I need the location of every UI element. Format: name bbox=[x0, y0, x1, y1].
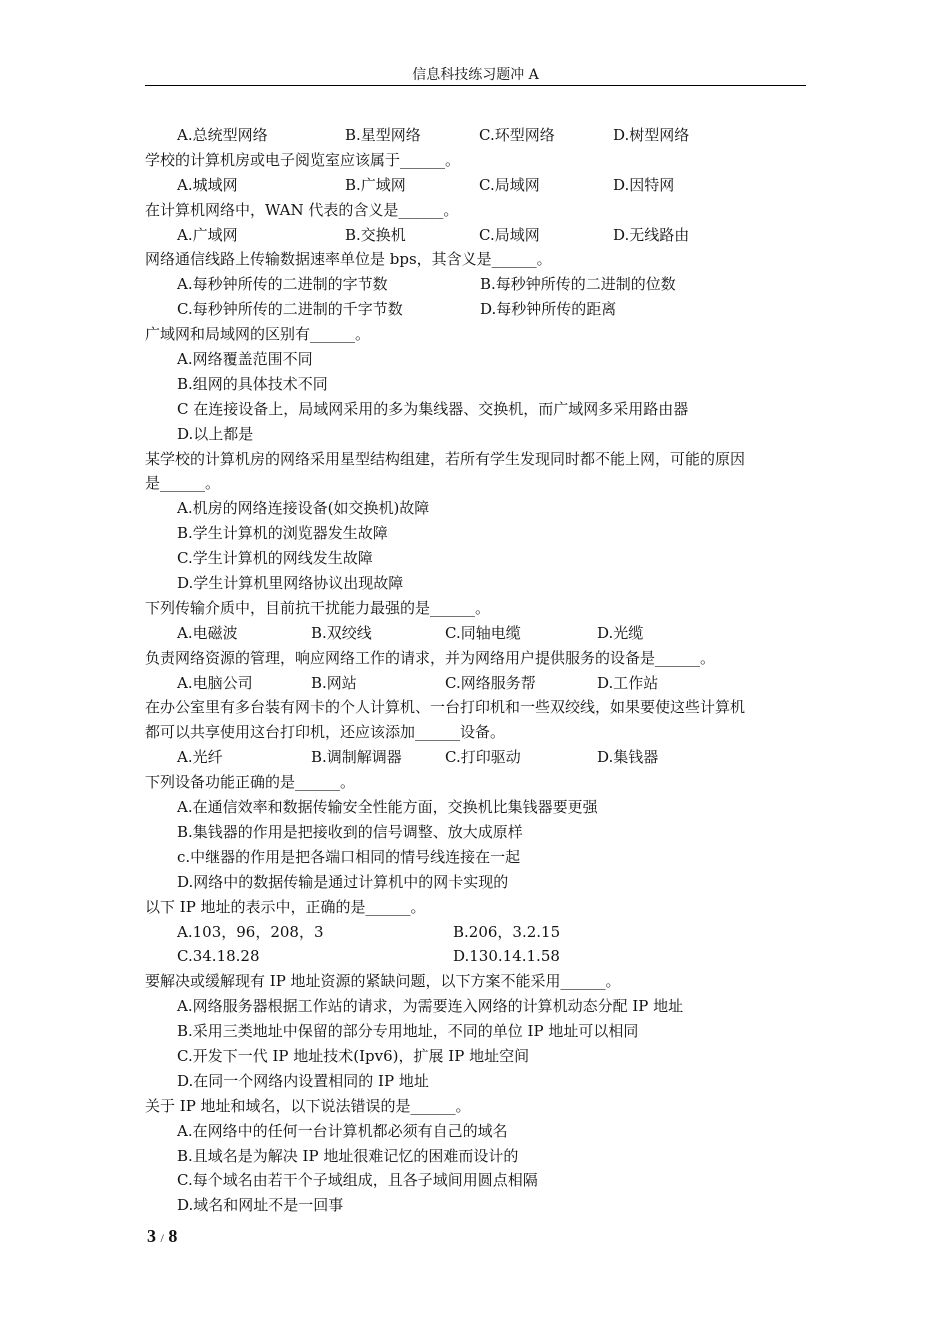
answer-option: A.在网络中的任何一台计算机都必须有自己的域名 bbox=[177, 1121, 508, 1140]
answer-option: C.打印驱动 bbox=[445, 748, 521, 767]
answer-option: B.网站 bbox=[311, 673, 357, 692]
answer-option: C.每秒钟所传的二进制的千字节数 bbox=[177, 300, 403, 319]
answer-option: C.学生计算机的网线发生故障 bbox=[177, 549, 373, 568]
question-list bbox=[145, 123, 825, 1218]
answer-option: A.城域网 bbox=[177, 175, 238, 194]
answer-option: A.广域网 bbox=[177, 225, 238, 244]
answer-option: D.以上都是 bbox=[177, 424, 254, 443]
answer-option: C.环型网络 bbox=[479, 126, 555, 144]
answer-option: A.每秒钟所传的二进制的字节数 bbox=[177, 275, 388, 294]
option-row bbox=[145, 745, 825, 770]
total-pages: 8 bbox=[168, 1226, 178, 1246]
answer-option: A.103，96，208，3 bbox=[177, 922, 324, 941]
answer-option: C.网络服务帮 bbox=[445, 673, 536, 692]
answer-option: B.双绞线 bbox=[311, 623, 372, 642]
answer-option: C.每个域名由若干个子域组成，且各子域间用圆点相隔 bbox=[177, 1171, 538, 1190]
answer-option: B.组网的具体技术不同 bbox=[177, 374, 328, 393]
question-text: 广域网和局域网的区别有______。 bbox=[145, 325, 371, 344]
answer-option: A.电脑公司 bbox=[177, 673, 253, 692]
answer-option: D.因特网 bbox=[613, 175, 675, 194]
answer-option: A.在通信效率和数据传输安全性能方面，交换机比集钱器要更强 bbox=[177, 798, 598, 817]
answer-option: A.电磁波 bbox=[177, 623, 238, 642]
question-text: 都可以共享使用这台打印机，还应该添加______设备。 bbox=[145, 723, 506, 742]
answer-option: C 在连接设备上，局域网采用的多为集线器、交换机，而广域网多采用路由器 bbox=[177, 399, 689, 418]
page-number bbox=[147, 1226, 177, 1247]
question-text: 要解决或缓解现有 IP 地址资源的紧缺问题，以下方案不能采用______。 bbox=[145, 972, 621, 991]
question-text: 下列设备功能正确的是______。 bbox=[145, 773, 356, 792]
option-row bbox=[145, 223, 825, 248]
question-text: 负责网络资源的管理，响应网络工作的请求，并为网络用户提供服务的设备是______。 bbox=[145, 648, 716, 667]
question-text: 网络通信线路上传输数据速率单位是 bps，其含义是______。 bbox=[145, 250, 552, 269]
answer-option: C.局域网 bbox=[479, 175, 540, 194]
answer-option: B.每秒钟所传的二进制的位数 bbox=[480, 275, 676, 294]
answer-option: C.同轴电缆 bbox=[445, 623, 521, 642]
answer-option: D.无线路由 bbox=[613, 225, 690, 244]
answer-option: D.光缆 bbox=[597, 623, 644, 642]
header-divider bbox=[145, 85, 806, 86]
option-row bbox=[145, 944, 825, 969]
question-text: 某学校的计算机房的网络采用星型结构组建，若所有学生发现同时都不能上网，可能的原因 bbox=[145, 449, 746, 468]
answer-option: B.206，3.2.15 bbox=[453, 922, 561, 941]
question-text: 是______。 bbox=[145, 474, 221, 493]
answer-option: B.采用三类地址中保留的部分专用地址，不同的单位 IP 地址可以相同 bbox=[177, 1022, 639, 1041]
answer-option: D.在同一个网络内设置相同的 IP 地址 bbox=[177, 1071, 429, 1090]
answer-option: C.开发下一代 IP 地址技术(Ipv6)，扩展 IP 地址空间 bbox=[177, 1046, 530, 1065]
question-text: 下列传输介质中，目前抗干扰能力最强的是______。 bbox=[145, 598, 491, 617]
answer-option: D.130.14.1.58 bbox=[453, 947, 560, 966]
option-row bbox=[145, 920, 825, 945]
answer-option: A.总统型网络 bbox=[177, 126, 268, 144]
option-row bbox=[145, 272, 825, 297]
answer-option: C.34.18.28 bbox=[177, 947, 260, 966]
answer-option: B.学生计算机的浏览器发生故障 bbox=[177, 524, 388, 543]
answer-option: A.机房的网络连接设备(如交换机)故障 bbox=[177, 499, 430, 518]
answer-option: B.且域名是为解决 IP 地址很难记忆的困难而设计的 bbox=[177, 1146, 519, 1165]
current-page: 3 bbox=[147, 1226, 156, 1246]
answer-option: D.学生计算机里网络协议出现故障 bbox=[177, 574, 404, 593]
answer-option: D.集钱器 bbox=[597, 748, 659, 767]
answer-option: B.调制解调器 bbox=[311, 748, 402, 767]
answer-option: A.网络覆盖范围不同 bbox=[177, 350, 313, 369]
answer-option: D.域名和网址不是一回事 bbox=[177, 1196, 344, 1215]
option-row bbox=[145, 297, 825, 322]
answer-option: B.广域网 bbox=[345, 175, 406, 194]
option-row bbox=[145, 671, 825, 696]
answer-option: D.每秒钟所传的距离 bbox=[480, 300, 617, 319]
answer-option: D.网络中的数据传输是通过计算机中的网卡实现的 bbox=[177, 872, 509, 891]
question-text: 在计算机网络中，WAN 代表的含义是______。 bbox=[145, 200, 459, 219]
answer-option: c.中继器的作用是把各端口相同的情号线连接在一起 bbox=[177, 847, 521, 866]
question-text: 学校的计算机房或电子阅览室应该属于______。 bbox=[145, 150, 461, 169]
option-row bbox=[145, 173, 825, 198]
answer-option: B.星型网络 bbox=[345, 126, 421, 144]
answer-option: B.交换机 bbox=[345, 225, 406, 244]
answer-option: C.局域网 bbox=[479, 225, 540, 244]
answer-option: D.工作站 bbox=[597, 673, 659, 692]
option-row bbox=[145, 621, 825, 646]
page-separator: / bbox=[160, 1231, 164, 1245]
answer-option: B.集钱器的作用是把接收到的信号调整、放大成原样 bbox=[177, 822, 523, 841]
page-header: 信息科技练习题冲 A bbox=[412, 67, 539, 83]
question-text: 在办公室里有多台装有网卡的个人计算机、一台打印机和一些双绞线，如果要使这些计算机 bbox=[145, 698, 746, 717]
answer-option: D.树型网络 bbox=[613, 126, 690, 144]
question-text: 关于 IP 地址和域名，以下说法错误的是______。 bbox=[145, 1096, 471, 1115]
answer-option: A.网络服务器根据工作站的请求，为需要连入网络的计算机动态分配 IP 地址 bbox=[177, 997, 684, 1016]
option-row bbox=[145, 123, 825, 148]
answer-option: A.光纤 bbox=[177, 748, 223, 767]
question-text: 以下 IP 地址的表示中，正确的是______。 bbox=[145, 897, 426, 916]
